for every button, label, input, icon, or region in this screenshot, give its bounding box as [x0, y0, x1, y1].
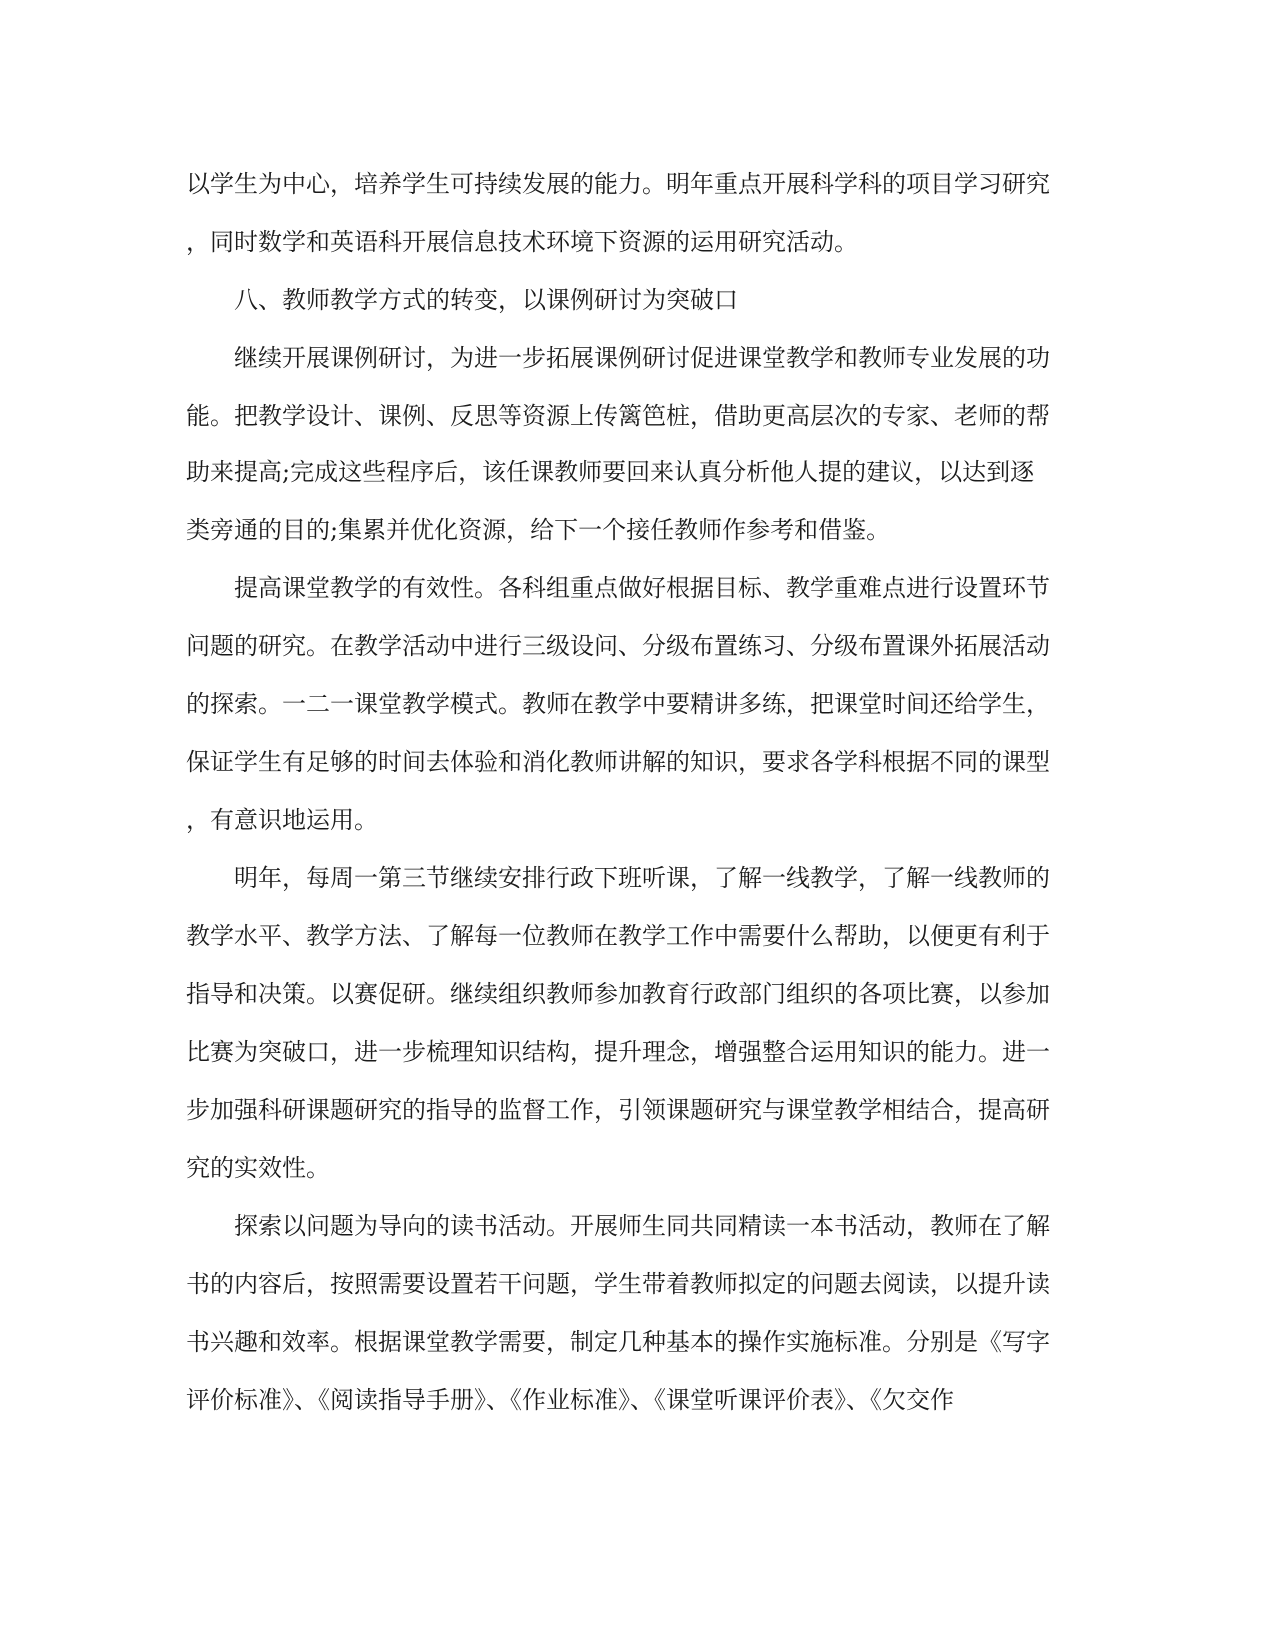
text-line: 书兴趣和效率。根据课堂教学需要，制定几种基本的操作实施标准。分别是《写字	[186, 1328, 1050, 1356]
text-line: 究的实效性。	[186, 1154, 330, 1182]
text-line: 指导和决策。以赛促研。继续组织教师参加教育行政部门组织的各项比赛，以参加	[186, 980, 1050, 1008]
text-line: 评价标准》、《阅读指导手册》、《作业标准》、《课堂听课评价表》、《欠交作	[186, 1386, 954, 1414]
text-line: ，同时数学和英语科开展信息技术环境下资源的运用研究活动。	[186, 228, 858, 256]
text-line: 提高课堂教学的有效性。各科组重点做好根据目标、教学重难点进行设置环节	[234, 574, 1050, 602]
text-line: 的探索。一二一课堂教学模式。教师在教学中要精讲多练，把课堂时间还给学生，	[186, 690, 1050, 718]
text-line: 继续开展课例研讨，为进一步拓展课例研讨促进课堂教学和教师专业发展的功	[234, 344, 1050, 372]
text-line: 明年，每周一第三节继续安排行政下班听课，了解一线教学，了解一线教师的	[234, 864, 1050, 892]
section-heading: 八、教师教学方式的转变，以课例研讨为突破口	[234, 286, 738, 314]
text-line: 问题的研究。在教学活动中进行三级设问、分级布置练习、分级布置课外拓展活动	[186, 632, 1050, 660]
text-line: 保证学生有足够的时间去体验和消化教师讲解的知识，要求各学科根据不同的课型	[186, 748, 1050, 776]
text-line: 比赛为突破口，进一步梳理知识结构，提升理念，增强整合运用知识的能力。进一	[186, 1038, 1050, 1066]
text-line: 以学生为中心，培养学生可持续发展的能力。明年重点开展科学科的项目学习研究	[186, 170, 1050, 198]
text-line: ，有意识地运用。	[186, 806, 378, 834]
text-line: 能。把教学设计、课例、反思等资源上传篱笆桩，借助更高层次的专家、老师的帮	[186, 402, 1050, 430]
text-line: 步加强科研课题研究的指导的监督工作，引领课题研究与课堂教学相结合，提高研	[186, 1096, 1050, 1124]
text-line: 教学水平、教学方法、了解每一位教师在教学工作中需要什么帮助，以便更有利于	[186, 922, 1050, 950]
text-line: 助来提高;完成这些程序后，该任课教师要回来认真分析他人提的建议，以达到逐	[186, 458, 1035, 486]
text-line: 类旁通的目的;集累并优化资源，给下一个接任教师作参考和借鉴。	[186, 516, 891, 544]
text-line: 探索以问题为导向的读书活动。开展师生同共同精读一本书活动，教师在了解	[234, 1212, 1050, 1240]
text-line: 书的内容后，按照需要设置若干问题，学生带着教师拟定的问题去阅读，以提升读	[186, 1270, 1050, 1298]
